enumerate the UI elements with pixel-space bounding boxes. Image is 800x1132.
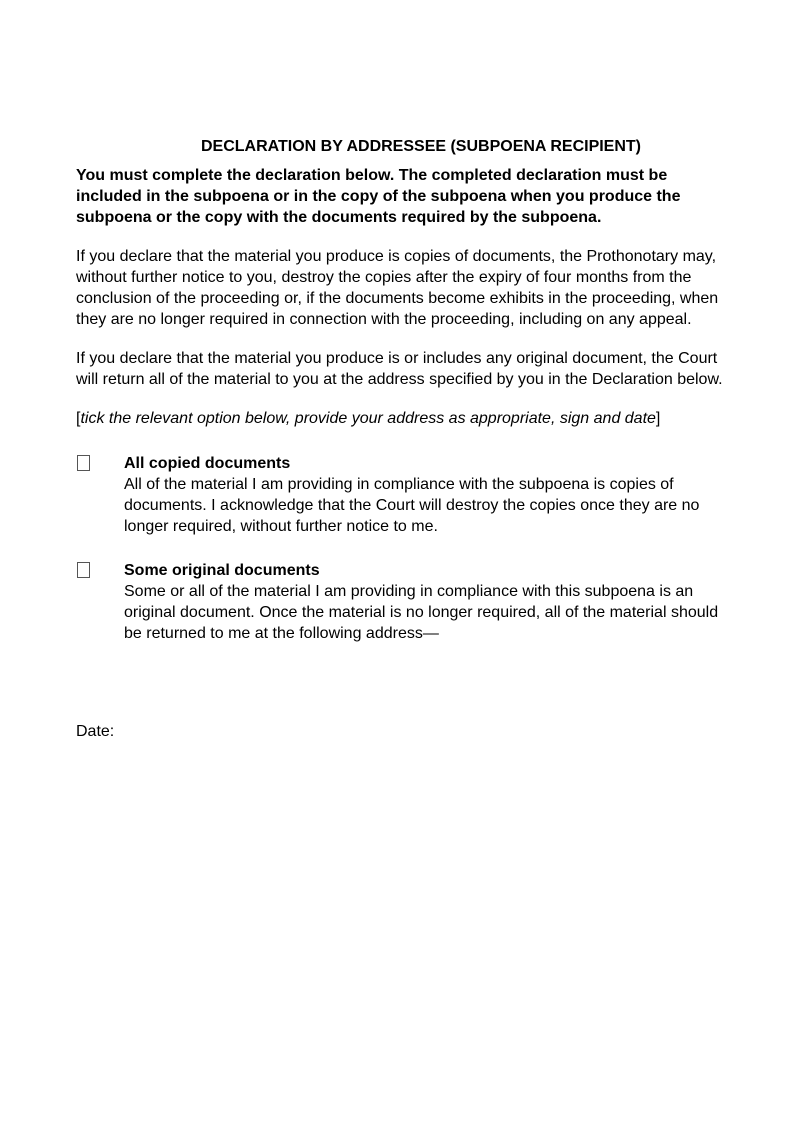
paragraph-copies: If you declare that the material you produce is copies of documents, the Prothonotary may, without further notice to you, destroy the copies after the expiry of four months from the conclusion of the proceeding or, if the documents become exhibits in the proceeding, when they are no longer required in connection with the proceeding, including on any appeal. (76, 248, 719, 328)
option-some-original-title: Some original documents (124, 562, 320, 579)
page-title: DECLARATION BY ADDRESSEE (SUBPOENA RECIPIENT) (200, 138, 642, 155)
option-all-copied-body: All of the material I am providing in compliance with the subpoena is copies of documents. I acknowledge that the Court will destroy the copies once they are no longer required, without further notice to me. (124, 476, 700, 535)
paragraph-originals: If you declare that the material you produce is or includes any original document, the Court will return all of the material to you at the address specified by you in the Declaration below. (76, 350, 723, 388)
declaration-page (76, 136, 736, 742)
intro-instructions: You must complete the declaration below. The completed declaration must be included in the subpoena or in the copy of the subpoena when you produce the subpoena or the copy with the documents required by the subpoena. (76, 167, 681, 226)
instruction-text: tick the relevant option below, provide your address as appropriate, sign and date (80, 410, 656, 427)
tick-instruction (76, 408, 736, 429)
date-field (76, 721, 736, 742)
option-all-copied-title: All copied documents (124, 455, 291, 472)
option-some-original-body: Some or all of the material I am providing in compliance with this subpoena is an original document. Once the material is no longer required, all of the material should be returned to me at the following address— (124, 583, 719, 642)
option-some-original (76, 560, 736, 644)
some-original-checkbox[interactable] (77, 562, 90, 578)
option-all-copied (76, 453, 736, 537)
all-copied-checkbox[interactable] (77, 455, 90, 471)
date-label: Date: (76, 723, 115, 740)
instruction-open-bracket: [ (76, 410, 81, 427)
instruction-close-bracket: ] (655, 410, 661, 427)
